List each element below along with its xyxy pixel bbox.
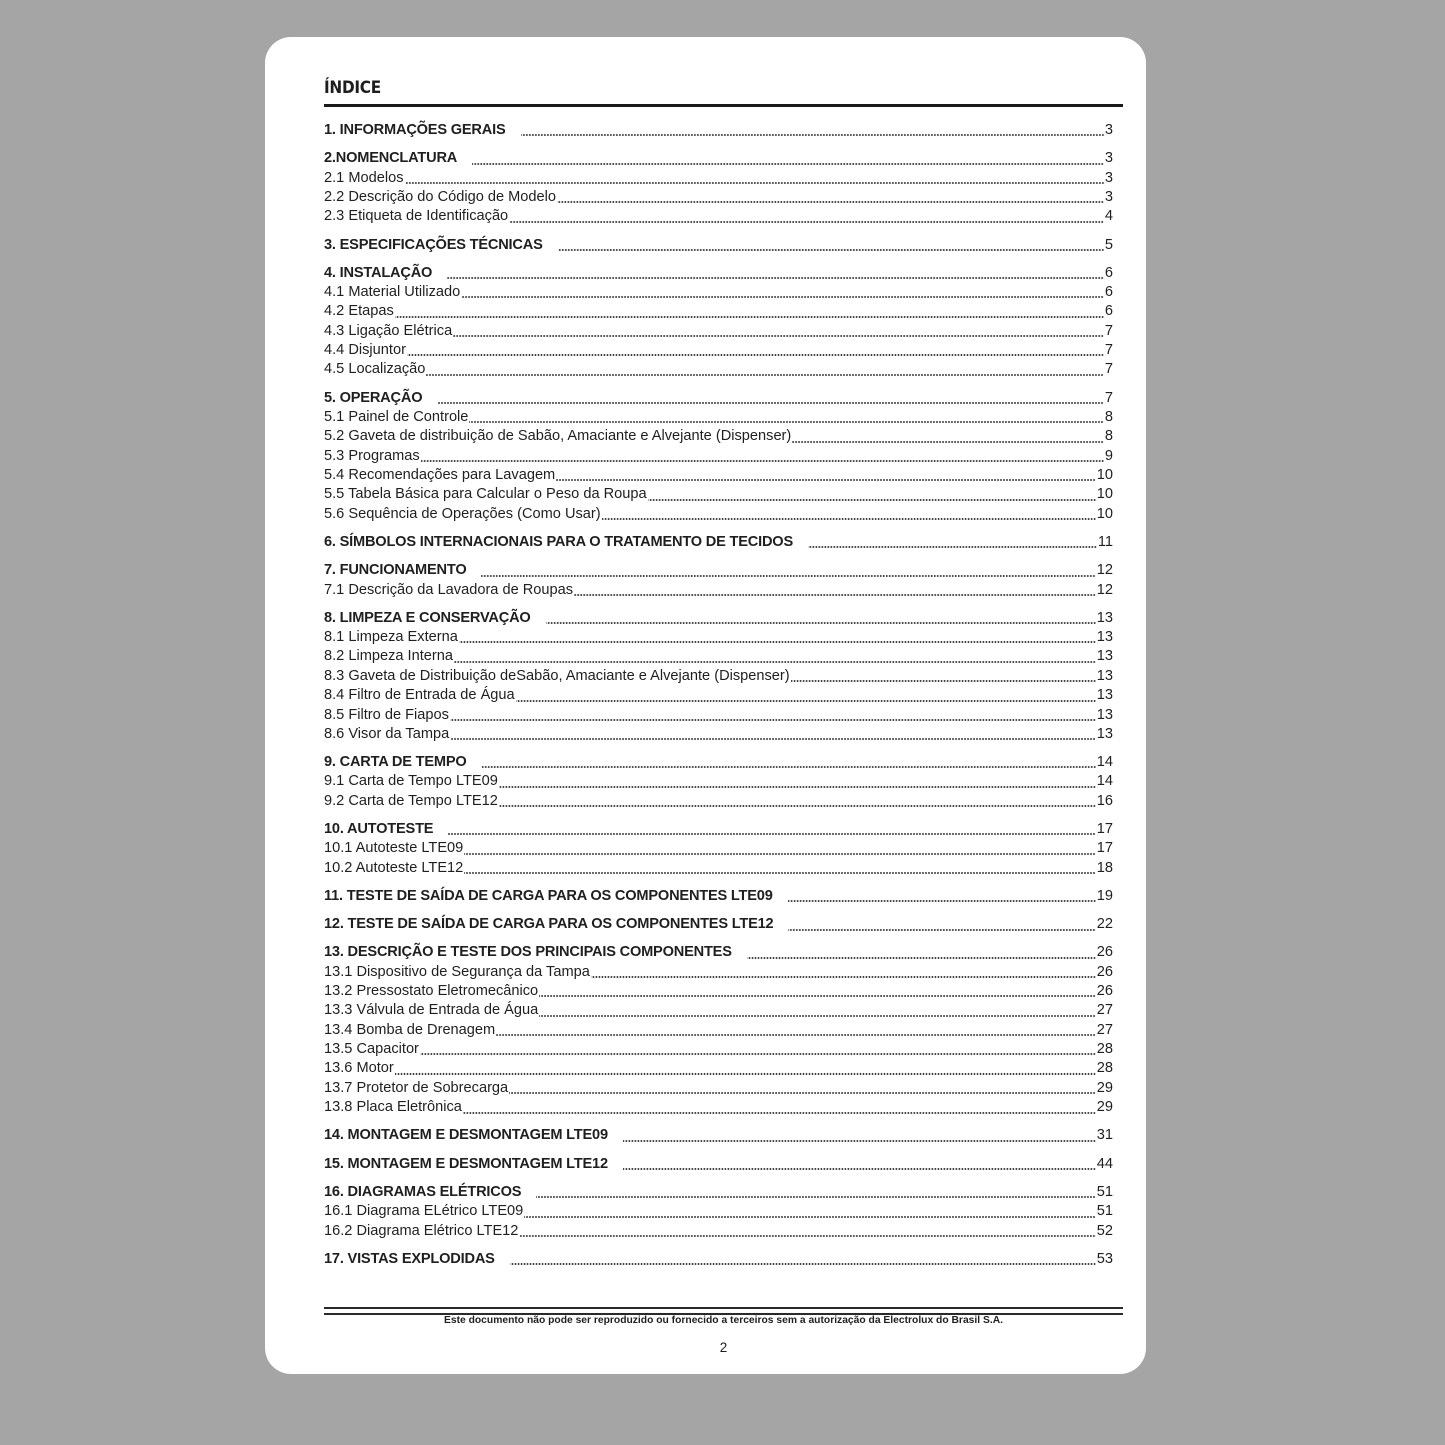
dot-leader xyxy=(788,929,1095,931)
dot-leader xyxy=(556,479,1096,481)
dot-leader xyxy=(788,900,1096,902)
footer-divider-top xyxy=(324,1307,1123,1309)
toc-subsection-entry[interactable] xyxy=(324,792,1113,811)
toc-entry-label: 6. SÍMBOLOS INTERNACIONAIS PARA O TRATAMENTO DE TECIDOS xyxy=(324,533,793,550)
toc-entry-label: 5.5 Tabela Básica para Calcular o Peso da Roupa xyxy=(324,486,647,503)
toc-subsection-entry[interactable] xyxy=(324,1040,1113,1059)
toc-entry-label: 8.2 Limpeza Interna xyxy=(324,648,453,665)
toc-entry-page-number: 14 xyxy=(1096,773,1113,790)
toc-entry-label: 12. TESTE DE SAÍDA DE CARGA PARA OS COMPONENTES LTE12 xyxy=(324,916,774,933)
toc-entry-page-number: 6 xyxy=(1104,284,1113,301)
dot-leader xyxy=(558,249,1104,251)
toc-entry-page-number: 9 xyxy=(1104,447,1113,464)
toc-section-entry[interactable] xyxy=(324,1126,1113,1145)
dot-leader xyxy=(447,277,1104,279)
toc-entry-label: 9.1 Carta de Tempo LTE09 xyxy=(324,773,498,790)
toc-subsection-entry[interactable] xyxy=(324,207,1113,226)
dot-leader xyxy=(469,421,1103,423)
toc-entry-page-number: 18 xyxy=(1096,859,1113,876)
toc-section-entry[interactable] xyxy=(324,753,1113,772)
toc-entry-label: 8. LIMPEZA E CONSERVAÇÃO xyxy=(324,609,531,626)
dot-leader xyxy=(464,853,1095,855)
toc-entry-page-number: 52 xyxy=(1096,1222,1113,1239)
toc-subsection-entry[interactable] xyxy=(324,982,1113,1001)
toc-subsection-entry[interactable] xyxy=(324,772,1113,791)
toc-entry-page-number: 7 xyxy=(1104,389,1113,406)
dot-leader xyxy=(463,1112,1096,1114)
toc-entry-label: 17. VISTAS EXPLODIDAS xyxy=(324,1250,495,1267)
toc-subsection-entry[interactable] xyxy=(324,839,1113,858)
toc-section-entry[interactable] xyxy=(324,561,1113,580)
table-of-contents xyxy=(324,121,1113,1269)
toc-entry-label: 7. FUNCIONAMENTO xyxy=(324,562,467,579)
toc-entry-page-number: 26 xyxy=(1096,983,1113,1000)
toc-entry-page-number: 26 xyxy=(1096,963,1113,980)
toc-section-entry[interactable] xyxy=(324,609,1113,628)
toc-entry-label: 5.2 Gaveta de distribuição de Sabão, Amaciante e Alvejante (Dispenser) xyxy=(324,428,792,445)
dot-leader xyxy=(450,719,1096,721)
dot-leader xyxy=(464,872,1095,874)
dot-leader xyxy=(591,976,1096,978)
toc-entry-label: 13.6 Motor xyxy=(324,1060,394,1077)
dot-leader xyxy=(524,1216,1095,1218)
toc-subsection-entry[interactable] xyxy=(324,188,1113,207)
toc-subsection-entry[interactable] xyxy=(324,466,1113,485)
toc-section-entry[interactable] xyxy=(324,236,1113,255)
toc-entry-label: 10.1 Autoteste LTE09 xyxy=(324,840,464,857)
dot-leader xyxy=(420,1053,1096,1055)
toc-entry-label: 16.1 Diagrama ELétrico LTE09 xyxy=(324,1203,524,1220)
toc-entry-page-number: 14 xyxy=(1096,754,1113,771)
toc-entry-label: 2.2 Descrição do Código de Modelo xyxy=(324,188,557,205)
toc-entry-page-number: 29 xyxy=(1096,1099,1113,1116)
toc-entry-label: 13.4 Bomba de Drenagem xyxy=(324,1021,496,1038)
toc-section-entry[interactable] xyxy=(324,389,1113,408)
toc-entry-label: 8.4 Filtro de Entrada de Água xyxy=(324,687,515,704)
toc-entry-label: 5. OPERAÇÃO xyxy=(324,389,423,406)
dot-leader xyxy=(602,518,1096,520)
toc-entry-page-number: 7 xyxy=(1104,342,1113,359)
document-page xyxy=(265,37,1146,1374)
toc-subsection-entry[interactable] xyxy=(324,667,1113,686)
dot-leader xyxy=(453,335,1104,337)
toc-entry-page-number: 51 xyxy=(1096,1183,1113,1200)
toc-entry-page-number: 22 xyxy=(1096,916,1113,933)
toc-entry-label: 4.5 Localização xyxy=(324,361,426,378)
dot-leader xyxy=(482,766,1096,768)
dot-leader xyxy=(395,1073,1096,1075)
toc-subsection-entry[interactable] xyxy=(324,1202,1113,1221)
toc-subsection-entry[interactable] xyxy=(324,427,1113,446)
toc-entry-label: 2.1 Modelos xyxy=(324,169,404,186)
dot-leader xyxy=(499,786,1096,788)
toc-entry-label: 8.6 Visor da Tampa xyxy=(324,725,450,742)
toc-entry-label: 2.3 Etiqueta de Identificação xyxy=(324,208,509,225)
footer-copyright-note: Este documento não pode ser reproduzido ou fornecido a terceiros sem a autorização da Electrolux do Brasil S.A. xyxy=(443,1315,1004,1326)
toc-entry-label: 16. DIAGRAMAS ELÉTRICOS xyxy=(324,1183,522,1200)
toc-entry-page-number: 3 xyxy=(1104,150,1113,167)
dot-leader xyxy=(499,805,1096,807)
toc-entry-page-number: 10 xyxy=(1096,505,1113,522)
toc-section-entry[interactable] xyxy=(324,943,1113,962)
dot-leader xyxy=(623,1168,1096,1170)
dot-leader xyxy=(421,460,1104,462)
toc-entry-label: 8.1 Limpeza Externa xyxy=(324,629,458,646)
toc-entry-label: 10.2 Autoteste LTE12 xyxy=(324,859,464,876)
toc-subsection-entry[interactable] xyxy=(324,647,1113,666)
toc-entry-label: 8.3 Gaveta de Distribuição deSabão, Amaciante e Alvejante (Dispenser) xyxy=(324,667,790,684)
toc-subsection-entry[interactable] xyxy=(324,725,1113,744)
toc-entry-label: 9. CARTA DE TEMPO xyxy=(324,754,467,771)
dot-leader xyxy=(496,1034,1096,1036)
dot-leader xyxy=(539,1015,1096,1017)
toc-entry-label: 5.3 Programas xyxy=(324,447,420,464)
toc-subsection-entry[interactable] xyxy=(324,1059,1113,1078)
dot-leader xyxy=(509,221,1104,223)
dot-leader xyxy=(509,1092,1096,1094)
toc-entry-label: 7.1 Descrição da Lavadora de Roupas xyxy=(324,581,574,598)
toc-entry-label: 13. DESCRIÇÃO E TESTE DOS PRINCIPAIS COMPONENTES xyxy=(324,944,732,961)
dot-leader xyxy=(407,354,1104,356)
toc-entry-page-number: 13 xyxy=(1096,725,1113,742)
toc-subsection-entry[interactable] xyxy=(324,485,1113,504)
toc-entry-page-number: 13 xyxy=(1096,687,1113,704)
dot-leader xyxy=(623,1140,1096,1142)
dot-leader xyxy=(448,833,1095,835)
dot-leader xyxy=(426,374,1103,376)
toc-entry-page-number: 27 xyxy=(1096,1002,1113,1019)
toc-entry-page-number: 27 xyxy=(1096,1021,1113,1038)
toc-entry-label: 11. TESTE DE SAÍDA DE CARGA PARA OS COMPONENTES LTE09 xyxy=(324,887,773,904)
dot-leader xyxy=(747,957,1096,959)
toc-subsection-entry[interactable] xyxy=(324,1001,1113,1020)
dot-leader xyxy=(519,1235,1095,1237)
toc-entry-page-number: 10 xyxy=(1096,467,1113,484)
toc-entry-label: 10. AUTOTESTE xyxy=(324,821,434,838)
toc-section-entry[interactable] xyxy=(324,887,1113,906)
toc-subsection-entry[interactable] xyxy=(324,686,1113,705)
dot-leader xyxy=(516,700,1096,702)
toc-entry-page-number: 53 xyxy=(1096,1250,1113,1267)
toc-subsection-entry[interactable] xyxy=(324,963,1113,982)
toc-entry-page-number: 51 xyxy=(1096,1203,1113,1220)
toc-entry-page-number: 13 xyxy=(1096,629,1113,646)
toc-entry-label: 4.2 Etapas xyxy=(324,303,394,320)
toc-entry-page-number: 44 xyxy=(1096,1155,1113,1172)
dot-leader xyxy=(791,680,1096,682)
toc-entry-label: 2.NOMENCLATURA xyxy=(324,150,458,167)
toc-subsection-entry[interactable] xyxy=(324,1021,1113,1040)
toc-subsection-entry[interactable] xyxy=(324,1098,1113,1117)
toc-entry-label: 4.3 Ligação Elétrica xyxy=(324,322,453,339)
toc-entry-page-number: 26 xyxy=(1096,944,1113,961)
toc-entry-label: 5.4 Recomendações para Lavagem xyxy=(324,467,556,484)
toc-entry-label: 16.2 Diagrama Elétrico LTE12 xyxy=(324,1222,519,1239)
toc-entry-page-number: 12 xyxy=(1096,581,1113,598)
toc-subsection-entry[interactable] xyxy=(324,447,1113,466)
dot-leader xyxy=(536,1196,1095,1198)
title-divider xyxy=(324,104,1123,107)
toc-entry-label: 1. INFORMAÇÕES GERAIS xyxy=(324,122,506,138)
dot-leader xyxy=(472,163,1104,165)
toc-entry-label: 14. MONTAGEM E DESMONTAGEM LTE09 xyxy=(324,1127,608,1144)
toc-entry-page-number: 6 xyxy=(1104,303,1113,320)
dot-leader xyxy=(395,316,1104,318)
toc-section-entry[interactable] xyxy=(324,820,1113,839)
toc-section-entry[interactable] xyxy=(324,121,1113,140)
toc-entry-page-number: 3 xyxy=(1104,122,1113,138)
toc-section-entry[interactable] xyxy=(324,1155,1113,1174)
toc-subsection-entry[interactable] xyxy=(324,505,1113,524)
toc-entry-label: 8.5 Filtro de Fiapos xyxy=(324,706,449,723)
toc-section-entry[interactable] xyxy=(324,149,1113,168)
toc-subsection-entry[interactable] xyxy=(324,408,1113,427)
toc-entry-label: 5.6 Sequência de Operações (Como Usar) xyxy=(324,505,601,522)
toc-entry-label: 13.7 Protetor de Sobrecarga xyxy=(324,1079,509,1096)
toc-entry-page-number: 6 xyxy=(1104,264,1113,281)
toc-subsection-entry[interactable] xyxy=(324,360,1113,379)
toc-entry-label: 15. MONTAGEM E DESMONTAGEM LTE12 xyxy=(324,1155,608,1172)
toc-entry-page-number: 29 xyxy=(1096,1079,1113,1096)
dot-leader xyxy=(557,201,1104,203)
toc-subsection-entry[interactable] xyxy=(324,302,1113,321)
dot-leader xyxy=(521,134,1104,136)
toc-entry-page-number: 16 xyxy=(1096,792,1113,809)
toc-entry-label: 13.8 Placa Eletrônica xyxy=(324,1099,462,1116)
dot-leader xyxy=(546,622,1096,624)
toc-entry-page-number: 12 xyxy=(1096,562,1113,579)
dot-leader xyxy=(808,546,1097,548)
toc-entry-page-number: 31 xyxy=(1096,1127,1113,1144)
toc-entry-page-number: 5 xyxy=(1104,236,1113,253)
toc-entry-label: 13.5 Capacitor xyxy=(324,1041,419,1058)
toc-entry-label: 5.1 Painel de Controle xyxy=(324,409,469,426)
toc-entry-page-number: 3 xyxy=(1104,169,1113,186)
toc-entry-page-number: 17 xyxy=(1096,821,1113,838)
dot-leader xyxy=(648,499,1096,501)
toc-entry-label: 13.3 Válvula de Entrada de Água xyxy=(324,1002,539,1019)
toc-entry-page-number: 13 xyxy=(1096,667,1113,684)
toc-section-entry[interactable] xyxy=(324,915,1113,934)
dot-leader xyxy=(450,738,1096,740)
toc-entry-page-number: 19 xyxy=(1096,887,1113,904)
toc-subsection-entry[interactable] xyxy=(324,706,1113,725)
toc-section-entry[interactable] xyxy=(324,264,1113,283)
toc-subsection-entry[interactable] xyxy=(324,581,1113,600)
dot-leader xyxy=(481,575,1095,577)
dot-leader xyxy=(437,402,1104,404)
toc-entry-label: 9.2 Carta de Tempo LTE12 xyxy=(324,792,498,809)
toc-entry-page-number: 4 xyxy=(1104,208,1113,225)
toc-subsection-entry[interactable] xyxy=(324,859,1113,878)
toc-entry-page-number: 8 xyxy=(1104,409,1113,426)
toc-entry-label: 4.1 Material Utilizado xyxy=(324,284,461,301)
toc-entry-page-number: 13 xyxy=(1096,706,1113,723)
toc-entry-page-number: 13 xyxy=(1096,609,1113,626)
toc-entry-page-number: 11 xyxy=(1097,533,1113,550)
toc-entry-page-number: 13 xyxy=(1096,648,1113,665)
toc-entry-page-number: 17 xyxy=(1096,840,1113,857)
toc-entry-page-number: 10 xyxy=(1096,486,1113,503)
toc-subsection-entry[interactable] xyxy=(324,322,1113,341)
toc-entry-page-number: 7 xyxy=(1104,361,1113,378)
toc-section-entry[interactable] xyxy=(324,533,1113,552)
toc-entry-label: 4. INSTALAÇÃO xyxy=(324,264,433,281)
toc-subsection-entry[interactable] xyxy=(324,283,1113,302)
toc-entry-label: 13.1 Dispositivo de Segurança da Tampa xyxy=(324,963,590,980)
toc-subsection-entry[interactable] xyxy=(324,628,1113,647)
page-title: ÍNDICE xyxy=(324,78,381,98)
toc-entry-label: 3. ESPECIFICAÇÕES TÉCNICAS xyxy=(324,236,543,253)
dot-leader xyxy=(574,594,1096,596)
toc-subsection-entry[interactable] xyxy=(324,169,1113,188)
dot-leader xyxy=(792,441,1104,443)
toc-entry-page-number: 28 xyxy=(1096,1041,1113,1058)
dot-leader xyxy=(510,1263,1096,1265)
page-number: 2 xyxy=(719,1340,728,1355)
toc-entry-page-number: 3 xyxy=(1104,188,1113,205)
toc-entry-label: 13.2 Pressostato Eletromecânico xyxy=(324,983,539,1000)
toc-section-entry[interactable] xyxy=(324,1250,1113,1269)
toc-subsection-entry[interactable] xyxy=(324,341,1113,360)
toc-entry-page-number: 8 xyxy=(1104,428,1113,445)
toc-entry-page-number: 7 xyxy=(1104,322,1113,339)
dot-leader xyxy=(454,661,1096,663)
dot-leader xyxy=(539,995,1096,997)
toc-subsection-entry[interactable] xyxy=(324,1079,1113,1098)
dot-leader xyxy=(405,182,1104,184)
toc-section-entry[interactable] xyxy=(324,1183,1113,1202)
toc-subsection-entry[interactable] xyxy=(324,1222,1113,1241)
dot-leader xyxy=(461,296,1104,298)
dot-leader xyxy=(459,641,1096,643)
toc-entry-page-number: 28 xyxy=(1096,1060,1113,1077)
toc-entry-label: 4.4 Disjuntor xyxy=(324,342,406,359)
